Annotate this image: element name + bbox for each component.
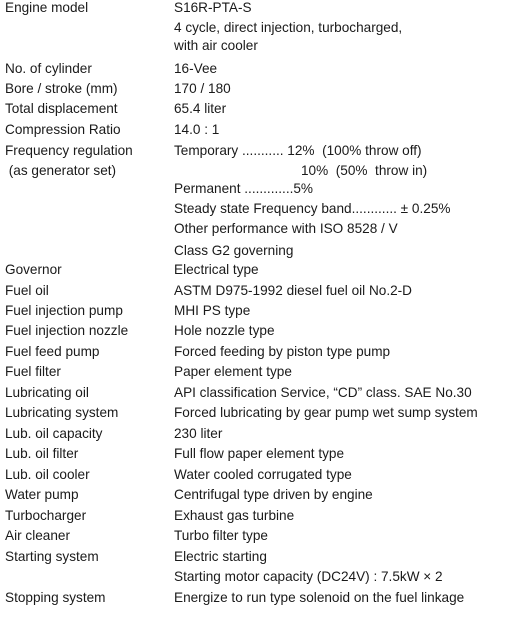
row-value: 230 liter	[174, 426, 223, 441]
row-value: Steady state Frequency band............ ± 0.25%	[174, 201, 451, 216]
row-label: Governor	[5, 262, 62, 277]
row-label: Fuel injection pump	[5, 303, 123, 318]
row-label: Lub. oil capacity	[5, 426, 103, 441]
row-value: ASTM D975-1992 diesel fuel oil No.2-D	[174, 283, 413, 298]
row-label: Lubricating system	[5, 405, 119, 420]
row-label: Fuel injection nozzle	[5, 323, 129, 338]
row-value: Turbo filter type	[174, 528, 268, 543]
row-label: Frequency regulation	[5, 143, 133, 158]
row-value: Exhaust gas turbine	[174, 508, 295, 523]
row-value: 170 / 180	[174, 81, 231, 96]
row-value: Centrifugal type driven by engine	[174, 487, 373, 502]
row-label: Air cleaner	[5, 528, 70, 543]
row-value: Electrical type	[174, 262, 259, 277]
row-label: Stopping system	[5, 590, 106, 605]
row-label: Compression Ratio	[5, 122, 121, 137]
row-label: Fuel filter	[5, 364, 61, 379]
row-value: API classification Service, “CD” class. SAE No.30	[174, 385, 472, 400]
row-value: S16R-PTA-S	[174, 0, 252, 15]
row-label: No. of cylinder	[5, 61, 92, 76]
row-value: with air cooler	[174, 38, 258, 53]
row-value: Temporary ........... 12% (100% throw off)	[174, 143, 422, 158]
row-label: Lub. oil filter	[5, 446, 79, 461]
row-value: Electric starting	[174, 549, 267, 564]
row-value: Full flow paper element type	[174, 446, 345, 461]
row-label: Lubricating oil	[5, 385, 89, 400]
row-value: Water cooled corrugated type	[174, 467, 352, 482]
row-value: 4 cycle, direct injection, turbocharged,	[174, 20, 403, 35]
row-label: Bore / stroke (mm)	[5, 81, 118, 96]
row-value: Class G2 governing	[174, 243, 294, 258]
row-value: Energize to run type solenoid on the fuel linkage	[174, 590, 465, 605]
row-label: Water pump	[5, 487, 79, 502]
row-label: Fuel feed pump	[5, 344, 100, 359]
row-value: 10% (50% throw in)	[301, 163, 428, 178]
row-label: Turbocharger	[5, 508, 87, 523]
row-label: Lub. oil cooler	[5, 467, 90, 482]
row-value: Other performance with ISO 8528 / V	[174, 221, 398, 236]
row-value: Hole nozzle type	[174, 323, 275, 338]
row-value: Forced feeding by piston type pump	[174, 344, 391, 359]
row-value: Forced lubricating by gear pump wet sump system	[174, 405, 478, 420]
row-label: Total displacement	[5, 101, 118, 116]
row-label: Fuel oil	[5, 283, 49, 298]
row-value: 14.0 : 1	[174, 122, 220, 137]
row-value: 65.4 liter	[174, 101, 227, 116]
row-value: Starting motor capacity (DC24V) : 7.5kW × 2	[174, 569, 443, 584]
row-value: Paper element type	[174, 364, 292, 379]
row-value: 16-Vee	[174, 61, 218, 76]
row-value: Permanent .............5%	[174, 181, 314, 196]
row-value: MHI PS type	[174, 303, 251, 318]
row-label: (as generator set)	[5, 163, 117, 178]
row-label: Starting system	[5, 549, 99, 564]
row-label: Engine model	[5, 0, 89, 15]
